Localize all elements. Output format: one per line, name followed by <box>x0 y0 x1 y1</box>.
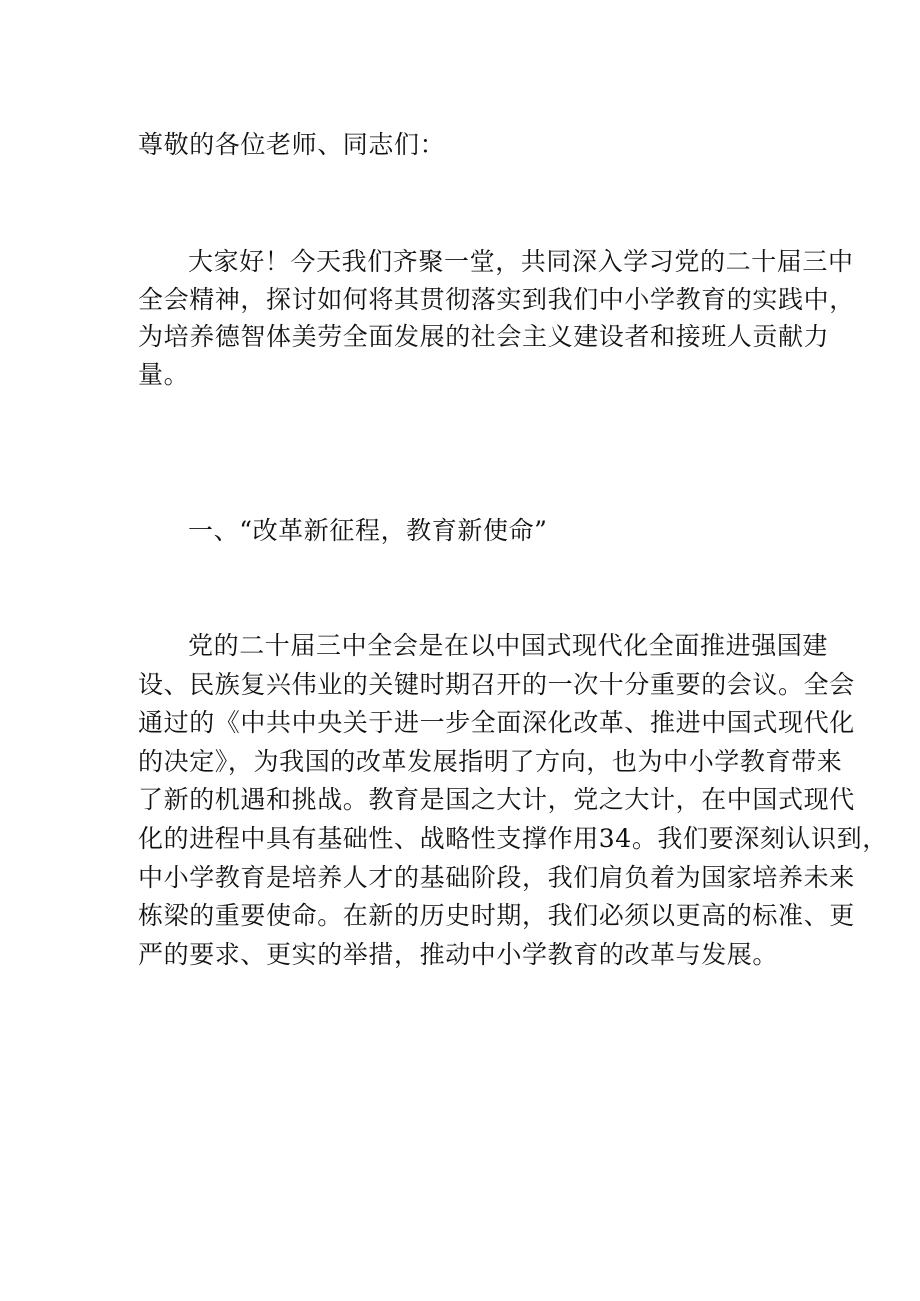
paragraph-line: 化的进程中具有基础性、战略性支撑作用34。我们要深刻认识到， <box>138 823 888 853</box>
paragraph-line: 为培养德智体美劳全面发展的社会主义建设者和接班人贡献力 <box>138 322 830 352</box>
intro-paragraph <box>138 243 855 393</box>
paragraph-line: 通过的《中共中央关于进一步全面深化改革、推进中国式现代化 <box>138 708 855 738</box>
paragraph-line: 中小学教育是培养人才的基础阶段，我们肩负着为国家培养未来 <box>138 862 855 892</box>
paragraph-line: 设、民族复兴伟业的关键时期召开的一次十分重要的会议。全会 <box>138 669 855 699</box>
paragraph-line: 的决定》，为我国的改革发展指明了方向，也为中小学教育带来 <box>138 746 843 776</box>
greeting: 尊敬的各位老师、同志们： <box>138 130 446 159</box>
paragraph-line: 了新的机遇和挑战。教育是国之大计，党之大计，在中国式现代 <box>138 785 855 815</box>
section-heading: 一、“改革新征程，教育新使命” <box>188 516 548 545</box>
paragraph-line: 严的要求、更实的举措，推动中小学教育的改革与发展。 <box>138 939 779 969</box>
paragraph-line: 全会精神，探讨如何将其贯彻落实到我们中小学教育的实践中， <box>138 284 855 314</box>
paragraph-line: 量。 <box>138 359 190 389</box>
section1-paragraph <box>138 627 888 974</box>
paragraph-line: 大家好！今天我们齐聚一堂，共同深入学习党的二十届三中 <box>188 247 854 276</box>
paragraph-line: 党的二十届三中全会是在以中国式现代化全面推进强国建 <box>188 631 829 660</box>
paragraph-line: 栋梁的重要使命。在新的历史时期，我们必须以更高的标准、更 <box>138 901 855 931</box>
